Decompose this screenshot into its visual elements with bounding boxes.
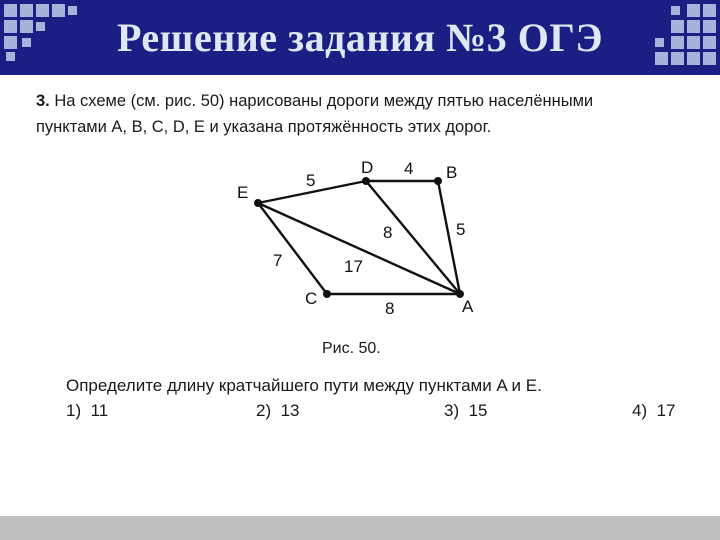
node-E	[254, 199, 262, 207]
option-number: 2)	[256, 401, 272, 420]
option-value: 15	[468, 401, 488, 420]
edge-weight-E-D: 5	[306, 171, 316, 190]
edge-weight-D-A: 8	[383, 223, 393, 242]
node-label-C: C	[305, 289, 318, 308]
answer-option-1	[66, 401, 108, 421]
edge-weight-C-A: 8	[385, 299, 395, 318]
option-value: 11	[90, 401, 109, 420]
answer-option-4	[632, 401, 676, 421]
option-value: 13	[280, 401, 300, 420]
node-B	[434, 177, 442, 185]
option-number: 1)	[66, 401, 82, 420]
figure-caption: Рис. 50.	[322, 340, 381, 357]
option-number: 4)	[632, 401, 648, 420]
edge-weight-B-A: 5	[456, 220, 466, 239]
answer-option-3	[444, 401, 488, 421]
node-D	[362, 177, 370, 185]
edge-E-A	[258, 203, 460, 294]
edge-weight-E-A: 17	[344, 257, 363, 276]
task-line-1: На схеме (см. рис. 50) нарисованы дороги между пятью населёнными	[54, 92, 594, 110]
edge-D-A	[366, 181, 460, 294]
answer-option-2	[256, 401, 300, 421]
question-text: Определите длину кратчайшего пути между пунктами A и E.	[66, 376, 542, 395]
edge-weight-D-B: 4	[404, 159, 414, 178]
node-label-B: B	[446, 163, 458, 182]
option-value: 17	[656, 401, 676, 420]
option-number: 3)	[444, 401, 460, 420]
edge-weight-E-C: 7	[273, 251, 283, 270]
edge-E-C	[258, 203, 327, 294]
footer-bar	[0, 516, 720, 540]
task-line-2: пунктами A, B, C, D, E и указана протяжённость этих дорог.	[36, 118, 492, 136]
node-label-D: D	[361, 158, 374, 177]
node-label-E: E	[237, 183, 249, 202]
task-number: 3.	[36, 92, 50, 110]
node-C	[323, 290, 331, 298]
node-label-A: A	[462, 297, 474, 316]
slide-title: Решение задания №3 ОГЭ	[117, 15, 603, 60]
